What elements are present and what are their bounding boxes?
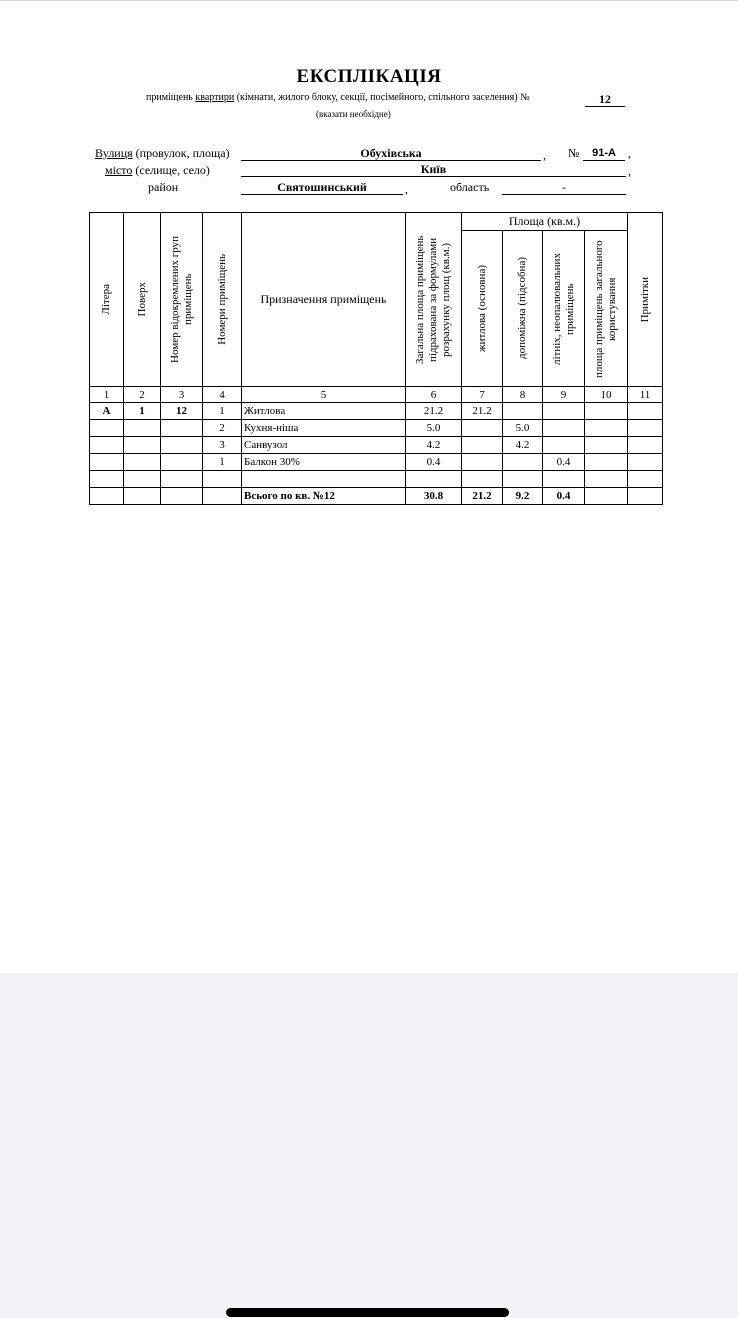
- district-label: район: [148, 180, 179, 194]
- cell-living: 21.2: [462, 403, 503, 420]
- header-purpose: Призначення приміщень: [242, 213, 406, 387]
- cell-empty: [161, 471, 203, 488]
- header-group-number: [161, 213, 203, 387]
- cell-auxiliary: [503, 403, 543, 420]
- table-row: [90, 420, 663, 437]
- total-notes: [628, 488, 663, 505]
- cell-total: 4.2: [406, 437, 462, 454]
- header-notes: [628, 213, 663, 387]
- house-comma: ,: [628, 146, 631, 160]
- index-cell: 6: [406, 387, 462, 403]
- table-row: [90, 437, 663, 454]
- cell-common: [585, 437, 628, 454]
- cell-summer: [543, 420, 585, 437]
- street-label-underlined: Вулиця: [95, 146, 133, 160]
- cell-group: [161, 437, 203, 454]
- index-cell: 10: [585, 387, 628, 403]
- cell-group: [161, 420, 203, 437]
- total-cell: [124, 488, 161, 505]
- total-area: 30.8: [406, 488, 462, 505]
- cell-total: 21.2: [406, 403, 462, 420]
- total-living: 21.2: [462, 488, 503, 505]
- cell-empty: [242, 471, 406, 488]
- cell-floor: [124, 454, 161, 471]
- explication-table: [89, 212, 663, 505]
- city-label: [105, 163, 210, 178]
- cell-room-no: 1: [203, 403, 242, 420]
- cell-empty: [462, 471, 503, 488]
- cell-summer: [543, 403, 585, 420]
- home-indicator[interactable]: [226, 1308, 509, 1317]
- header-total-area-text: Загальна площа приміщень підрахована за формулами розрахунку площ (кв.м.): [414, 235, 452, 364]
- header-litera: [90, 213, 124, 387]
- header-room-numbers-text: Номери приміщень: [215, 254, 228, 345]
- total-cell: [161, 488, 203, 505]
- cell-notes: [628, 454, 663, 471]
- cell-empty: [124, 471, 161, 488]
- total-common: [585, 488, 628, 505]
- total-cell: [90, 488, 124, 505]
- cell-purpose: Санвузол: [242, 437, 406, 454]
- cell-notes: [628, 437, 663, 454]
- region-value: -: [502, 180, 626, 195]
- house-value: 91-А: [583, 146, 625, 161]
- total-row: [90, 488, 663, 505]
- header-summer-text: літніх, неопалювальних приміщень: [550, 252, 576, 365]
- city-label-underlined: місто: [105, 163, 133, 177]
- subtitle-pre: приміщень: [146, 92, 196, 103]
- cell-auxiliary: [503, 454, 543, 471]
- cell-group: [161, 454, 203, 471]
- district-comma: ,: [405, 182, 408, 196]
- cell-notes: [628, 403, 663, 420]
- cell-empty: [90, 471, 124, 488]
- subtitle: [146, 92, 530, 103]
- cell-empty: [503, 471, 543, 488]
- cell-room-no: 1: [203, 454, 242, 471]
- cell-common: [585, 403, 628, 420]
- cell-auxiliary: 5.0: [503, 420, 543, 437]
- street-label: [95, 146, 230, 161]
- cell-empty: [585, 471, 628, 488]
- cell-litera: [90, 437, 124, 454]
- subtitle-post: (кімнати, жилого блоку, секції, посімейного, спільного заселення) №: [234, 92, 530, 103]
- city-comma: ,: [628, 164, 631, 178]
- header-total-area: [406, 213, 462, 387]
- cell-empty: [543, 471, 585, 488]
- header-floor-text: Поверх: [135, 282, 148, 317]
- index-cell: 2: [124, 387, 161, 403]
- header-group-number-text: Номер відокремлених груп приміщень: [168, 236, 194, 364]
- cell-litera: [90, 420, 124, 437]
- total-summer: 0.4: [543, 488, 585, 505]
- cell-living: [462, 454, 503, 471]
- cell-living: [462, 437, 503, 454]
- index-cell: 1: [90, 387, 124, 403]
- header-notes-text: Примітки: [638, 276, 651, 323]
- cell-floor: [124, 437, 161, 454]
- index-cell: 3: [161, 387, 203, 403]
- header-common-text: площа приміщень загального користування: [593, 239, 618, 378]
- cell-common: [585, 420, 628, 437]
- cell-floor: 1: [124, 403, 161, 420]
- cell-group: 12: [161, 403, 203, 420]
- index-cell: 7: [462, 387, 503, 403]
- street-value: Обухівська: [241, 146, 541, 161]
- cell-litera: А: [90, 403, 124, 420]
- cell-summer: 0.4: [543, 454, 585, 471]
- cell-room-no: 3: [203, 437, 242, 454]
- cell-litera: [90, 454, 124, 471]
- cell-total: 0.4: [406, 454, 462, 471]
- district-value: Святошинський: [241, 180, 403, 195]
- apartment-number: 12: [585, 93, 625, 107]
- header-area-group: Площа (кв.м.): [462, 213, 628, 231]
- subtitle-note: (вказати необхідне): [316, 109, 391, 119]
- cell-purpose: Балкон 30%: [242, 454, 406, 471]
- table-row-empty: [90, 471, 663, 488]
- cell-notes: [628, 420, 663, 437]
- table-row: [90, 403, 663, 420]
- subtitle-underlined: квартири: [195, 92, 235, 103]
- cell-purpose: Кухня-ніша: [242, 420, 406, 437]
- city-value: Київ: [241, 162, 626, 177]
- city-label-rest: (селище, село): [132, 163, 210, 177]
- header-living-text: житлова (основна): [475, 264, 488, 353]
- index-cell: 11: [628, 387, 663, 403]
- cell-purpose: Житлова: [242, 403, 406, 420]
- total-cell: [203, 488, 242, 505]
- header-common: [585, 231, 628, 387]
- table-row: [90, 454, 663, 471]
- cell-empty: [406, 471, 462, 488]
- cell-empty: [628, 471, 663, 488]
- header-litera-text: Літера: [100, 284, 112, 315]
- house-no-label: №: [568, 146, 580, 160]
- index-cell: 9: [543, 387, 585, 403]
- index-cell: 8: [503, 387, 543, 403]
- cell-room-no: 2: [203, 420, 242, 437]
- header-auxiliary-text: допоміжна (підсобна): [516, 257, 528, 360]
- region-label: область: [450, 180, 490, 194]
- street-comma: ,: [543, 148, 546, 162]
- cell-total: 5.0: [406, 420, 462, 437]
- document-title: ЕКСПЛІКАЦІЯ: [296, 66, 442, 87]
- index-cell: 5: [242, 387, 406, 403]
- header-floor: [124, 213, 161, 387]
- cell-summer: [543, 437, 585, 454]
- street-label-rest: (провулок, площа): [132, 146, 230, 160]
- total-auxiliary: 9.2: [503, 488, 543, 505]
- cell-floor: [124, 420, 161, 437]
- header-row-1: [90, 213, 663, 231]
- header-living: [462, 231, 503, 387]
- header-auxiliary: [503, 231, 543, 387]
- cell-empty: [203, 471, 242, 488]
- cell-living: [462, 420, 503, 437]
- cell-auxiliary: 4.2: [503, 437, 543, 454]
- header-room-numbers: [203, 213, 242, 387]
- top-divider: [0, 0, 738, 1]
- cell-common: [585, 454, 628, 471]
- total-label: Всього по кв. №12: [242, 488, 406, 505]
- header-summer: [543, 231, 585, 387]
- index-cell: 4: [203, 387, 242, 403]
- index-row: [90, 387, 663, 403]
